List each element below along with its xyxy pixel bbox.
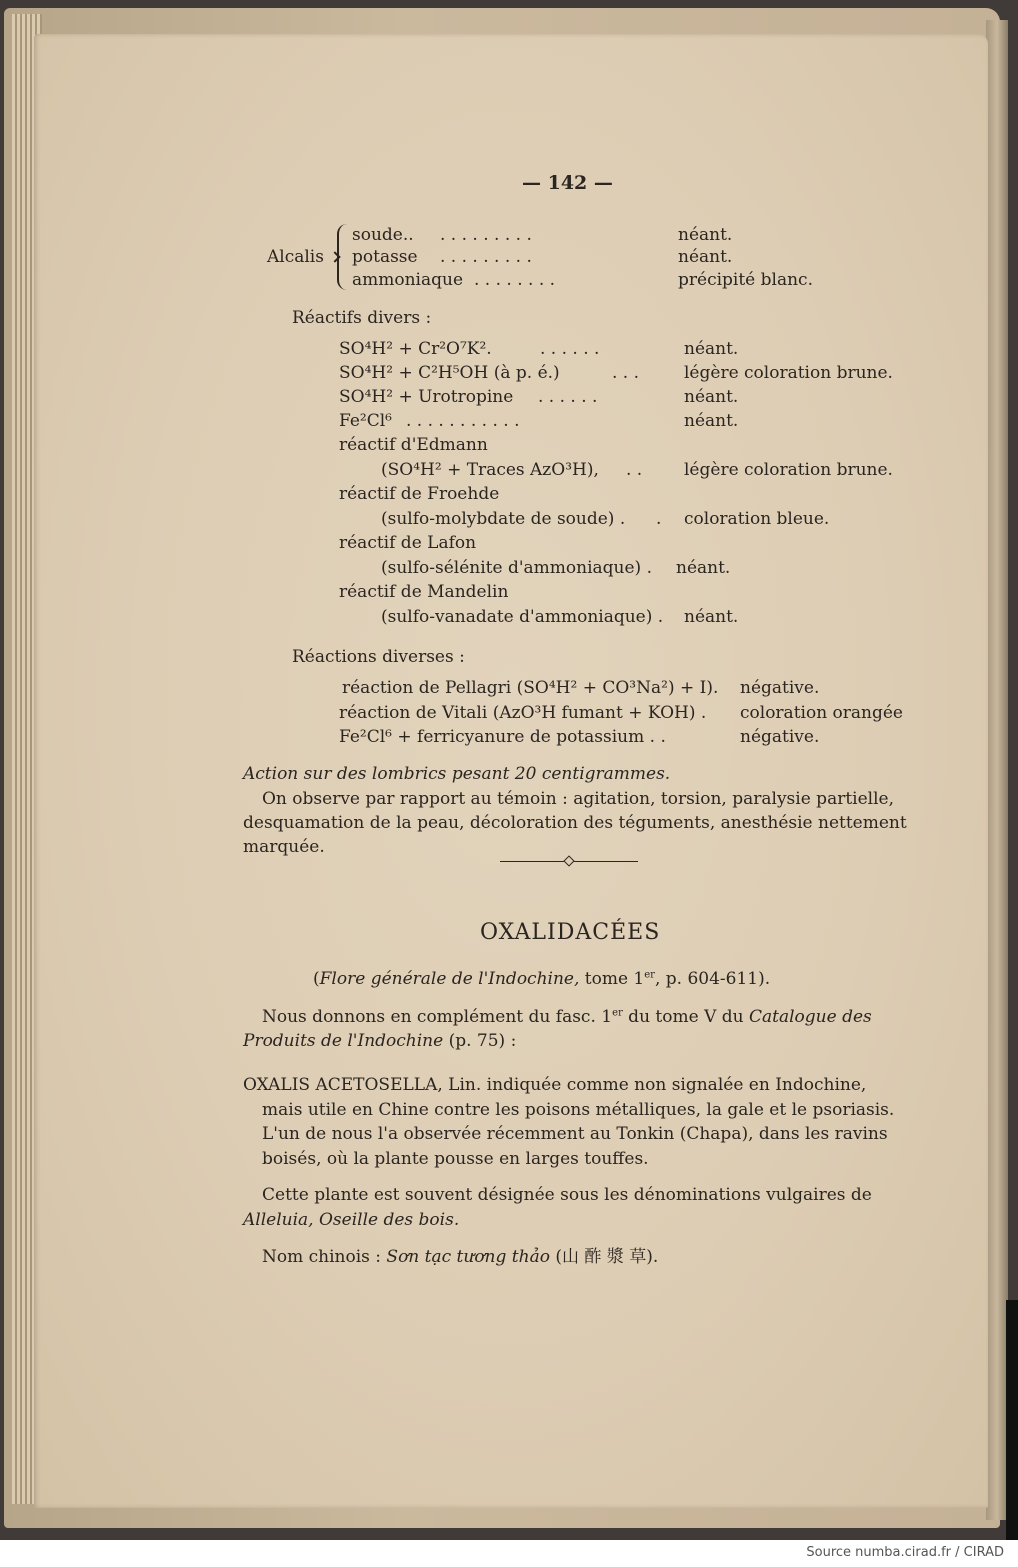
reactif-result: coloration bleue.: [684, 509, 830, 529]
alcalis-result: précipité blanc.: [678, 270, 813, 290]
reactif-dots: . . .: [612, 363, 640, 383]
alcalis-brace: [337, 224, 349, 290]
alcalis-dots: . . . . . . . . .: [440, 247, 532, 267]
reaction-result: négative.: [740, 727, 820, 747]
reactif-result: néant.: [676, 558, 731, 578]
reactifs-header: Réactifs divers :: [292, 308, 432, 328]
reaction-reagent: Fe²Cl⁶ + ferricyanure de potassium . .: [339, 727, 666, 747]
lombrics-line: marquée.: [243, 837, 325, 857]
reactif-reagent: Fe²Cl⁶: [339, 411, 393, 431]
reactif-reagent: SO⁴H² + Cr²O⁷K².: [339, 339, 492, 359]
flore-reference: (Flore générale de l'Indochine, tome 1er, p. 604-611).: [313, 969, 771, 989]
alcalis-dots: . . . . . . . . .: [440, 225, 532, 245]
intro-line: Nous donnons en complément du fasc. 1er du tome V du Catalogue des: [262, 1007, 872, 1027]
vulgar-names: Alleluia, Oseille des bois.: [243, 1210, 460, 1230]
reaction-result: négative.: [740, 678, 820, 698]
alcalis-result: néant.: [678, 225, 733, 245]
lombrics-line: On observe par rapport au témoin : agitation, torsion, paralysie partielle,: [262, 789, 894, 809]
reaction-reagent: réaction de Vitali (AzO³H fumant + KOH) .: [339, 703, 707, 723]
section-title: OXALIDACÉES: [480, 920, 661, 945]
reactif-result: légère coloration brune.: [684, 363, 893, 383]
reactif-result: néant.: [684, 411, 739, 431]
reactif-dots: . . . . . .: [540, 339, 600, 359]
binding-edge: [986, 20, 1008, 1520]
chinese-name: Nom chinois : Sơn tạc tương thảo (山 酢 漿 草).: [262, 1247, 659, 1267]
binding-strip: [1006, 1300, 1018, 1540]
reactif-dots: . . . . . .: [538, 387, 598, 407]
reactions-header: Réactions diverses :: [292, 647, 465, 667]
alcalis-reagent: ammoniaque: [352, 270, 464, 290]
reactif-result: néant.: [684, 339, 739, 359]
alcalis-result: néant.: [678, 247, 733, 267]
reactif-reagent: (sulfo-molybdate de soude) .: [381, 509, 626, 529]
reactif-reagent: réactif de Froehde: [339, 484, 500, 504]
reactif-reagent: SO⁴H² + Urotropine: [339, 387, 514, 407]
reaction-reagent: réaction de Pellagri (SO⁴H² + CO³Na²) + I).: [342, 678, 719, 698]
intro-line: Produits de l'Indochine (p. 75) :: [243, 1031, 517, 1051]
reactif-reagent: (sulfo-sélénite d'ammoniaque) .: [381, 558, 652, 578]
reactif-result: néant.: [684, 387, 739, 407]
lombrics-title: Action sur des lombrics pesant 20 centigrammes.: [243, 764, 671, 784]
reactif-result: néant.: [684, 607, 739, 627]
oxalis-line: mais utile en Chine contre les poisons métalliques, la gale et le psoriasis.: [262, 1100, 895, 1120]
alcalis-label: Alcalis: [267, 247, 324, 267]
vulgar-names-line: Cette plante est souvent désignée sous les dénominations vulgaires de: [262, 1185, 872, 1205]
source-credit: Source numba.cirad.fr / CIRAD: [806, 1545, 1004, 1560]
reactif-reagent: SO⁴H² + C²H⁵OH (à p. é.): [339, 363, 560, 383]
reactif-reagent: (sulfo-vanadate d'ammoniaque) .: [381, 607, 664, 627]
reaction-result: coloration orangée: [740, 703, 903, 723]
reactif-dots: . .: [626, 460, 643, 480]
reactif-result: légère coloration brune.: [684, 460, 893, 480]
reactif-reagent: réactif de Lafon: [339, 533, 477, 553]
page-number: — 142 —: [522, 172, 613, 194]
alcalis-dots: . . . . . . . .: [474, 270, 556, 290]
reactif-dots: . . . . . . . . . . .: [406, 411, 520, 431]
oxalis-line: L'un de nous l'a observée récemment au Tonkin (Chapa), dans les ravins: [262, 1124, 888, 1144]
alcalis-reagent: soude..: [352, 225, 414, 245]
reactif-reagent: (SO⁴H² + Traces AzO³H),: [381, 460, 599, 480]
reactif-reagent: réactif de Mandelin: [339, 582, 509, 602]
reactif-reagent: réactif d'Edmann: [339, 435, 488, 455]
lombrics-line: desquamation de la peau, décoloration des téguments, anesthésie nettement: [243, 813, 907, 833]
oxalis-line: boisés, où la plante pousse en larges touffes.: [262, 1149, 649, 1169]
reactif-dots: .: [656, 509, 662, 529]
alcalis-reagent: potasse: [352, 247, 418, 267]
oxalis-line: OXALIS ACETOSELLA, Lin. indiquée comme non signalée en Indochine,: [243, 1075, 867, 1095]
